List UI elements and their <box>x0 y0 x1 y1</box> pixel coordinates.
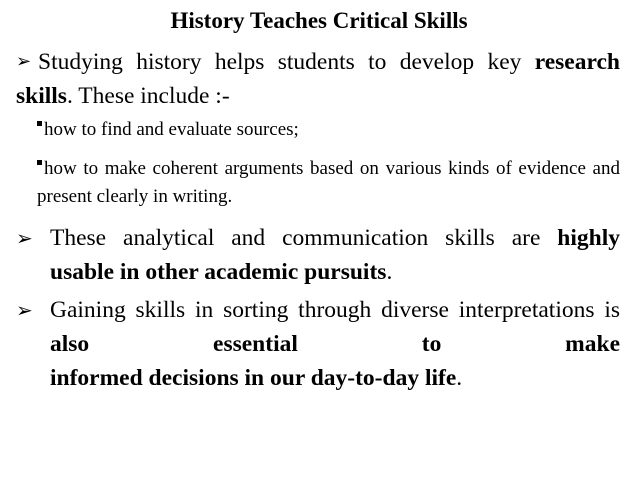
point-analytical-skills <box>16 221 620 289</box>
point-text-start: Gaining skills in sorting through diverse interpretations is <box>50 297 620 323</box>
sub-item-arguments <box>37 155 620 211</box>
intro-text: Studying history helps students to develop key <box>38 49 535 75</box>
point-text-end: . <box>456 365 463 391</box>
square-bullet-icon <box>37 121 42 126</box>
arrow-bullet-icon: ➢ <box>16 298 33 322</box>
point-bold-text: also essential to make <box>50 331 620 357</box>
point-text-end: . <box>386 259 393 285</box>
square-bullet-icon <box>37 160 42 165</box>
slide-title: History Teaches Critical Skills <box>170 8 468 33</box>
point-interpretations <box>16 293 620 395</box>
arrow-bullet-icon: ➢ <box>16 51 32 72</box>
intro-bullet <box>16 45 620 113</box>
point-bold-text-2: informed decisions in our day-to-day life <box>50 365 457 391</box>
sub-item-text: how to find and evaluate sources; <box>44 119 299 140</box>
point-text <box>50 221 620 289</box>
point-text <box>50 293 620 395</box>
sub-item-sources <box>37 117 620 143</box>
sub-item-text: how to make coherent arguments based on various kinds of evidence and present clearly in writing. <box>37 158 620 207</box>
intro-bold-text: research skills <box>16 49 620 109</box>
point-text-start: These analytical and communication skills are <box>50 225 558 251</box>
intro-text-end: . These include :- <box>66 83 230 109</box>
point-last-line <box>50 361 620 395</box>
point-bold-text: highly usable in other academic pursuits <box>50 225 620 285</box>
arrow-bullet-icon: ➢ <box>16 226 33 250</box>
